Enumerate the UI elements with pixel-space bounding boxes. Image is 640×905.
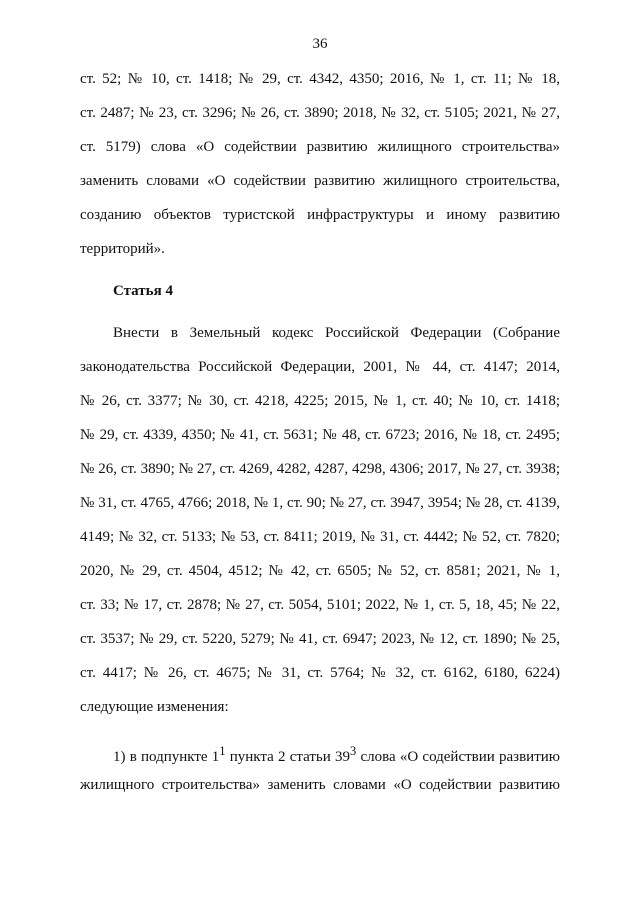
text-line: № 26, ст. 3890; № 27, ст. 4269, 4282, 4287, 4298, 4306; 2017, № 27, ст. 3938; [80, 461, 560, 477]
text-line: территорий». [80, 241, 165, 257]
text-line [80, 734, 560, 768]
document-body [80, 62, 560, 802]
text-line: ст. 33; № 17, ст. 2878; № 27, ст. 5054, 5101; 2022, № 1, ст. 5, 18, 45; № 22, [80, 597, 560, 613]
text-line: ст. 3537; № 29, ст. 5220, 5279; № 41, ст. 6947; 2023, № 12, ст. 1890; № 25, [80, 631, 560, 647]
text-line: следующие изменения: [80, 699, 229, 715]
text-line: ст. 4417; № 26, ст. 4675; № 31, ст. 5764; № 32, ст. 6162, 6180, 6224) [80, 665, 560, 681]
spacer [80, 266, 560, 274]
item-text-middle: пункта 2 статьи 39 [225, 749, 351, 765]
paragraph-continuation [80, 62, 560, 266]
text-line: ст. 5179) слова «О содействии развитию жилищного строительства» [80, 139, 560, 155]
text-line: 2020, № 29, ст. 4504, 4512; № 42, ст. 6505; № 52, ст. 8581; 2021, № 1, [80, 563, 560, 579]
spacer [80, 724, 560, 734]
text-line: созданию объектов туристской инфраструктуры и иному развитию [80, 207, 560, 223]
text-line: ст. 2487; № 23, ст. 3296; № 26, ст. 3890; 2018, № 32, ст. 5105; 2021, № 27, [80, 105, 560, 121]
text-line: Внести в Земельный кодекс Российской Федерации (Собрание [113, 325, 560, 341]
text-line: законодательства Российской Федерации, 2001, № 44, ст. 4147; 2014, [80, 359, 560, 375]
text-line: 4149; № 32, ст. 5133; № 53, ст. 8411; 2019, № 31, ст. 4442; № 52, ст. 7820; [80, 529, 560, 545]
page-number: 36 [312, 36, 328, 52]
text-line: заменить словами «О содействии развитию жилищного строительства, [80, 173, 560, 189]
text-line: ст. 52; № 10, ст. 1418; № 29, ст. 4342, 4350; 2016, № 1, ст. 11; № 18, [80, 71, 560, 87]
article-heading: Статья 4 [113, 283, 173, 299]
superscript: 1 [219, 744, 226, 758]
spacer [80, 308, 560, 316]
article-paragraph [80, 316, 560, 724]
item-text-prefix: 1) в подпункте 1 [113, 749, 220, 765]
text-line: № 29, ст. 4339, 4350; № 41, ст. 5631; № 48, ст. 6723; 2016, № 18, ст. 2495; [80, 427, 560, 443]
text-line: жилищного строительства» заменить словами «О содействии развитию [80, 777, 560, 793]
superscript: 3 [350, 744, 357, 758]
text-line: № 31, ст. 4765, 4766; 2018, № 1, ст. 90; № 27, ст. 3947, 3954; № 28, ст. 4139, [80, 495, 560, 511]
list-item [80, 734, 560, 802]
item-text-suffix: слова «О содействии развитию [356, 749, 560, 765]
text-line: № 26, ст. 3377; № 30, ст. 4218, 4225; 2015, № 1, ст. 40; № 10, ст. 1418; [80, 393, 560, 409]
